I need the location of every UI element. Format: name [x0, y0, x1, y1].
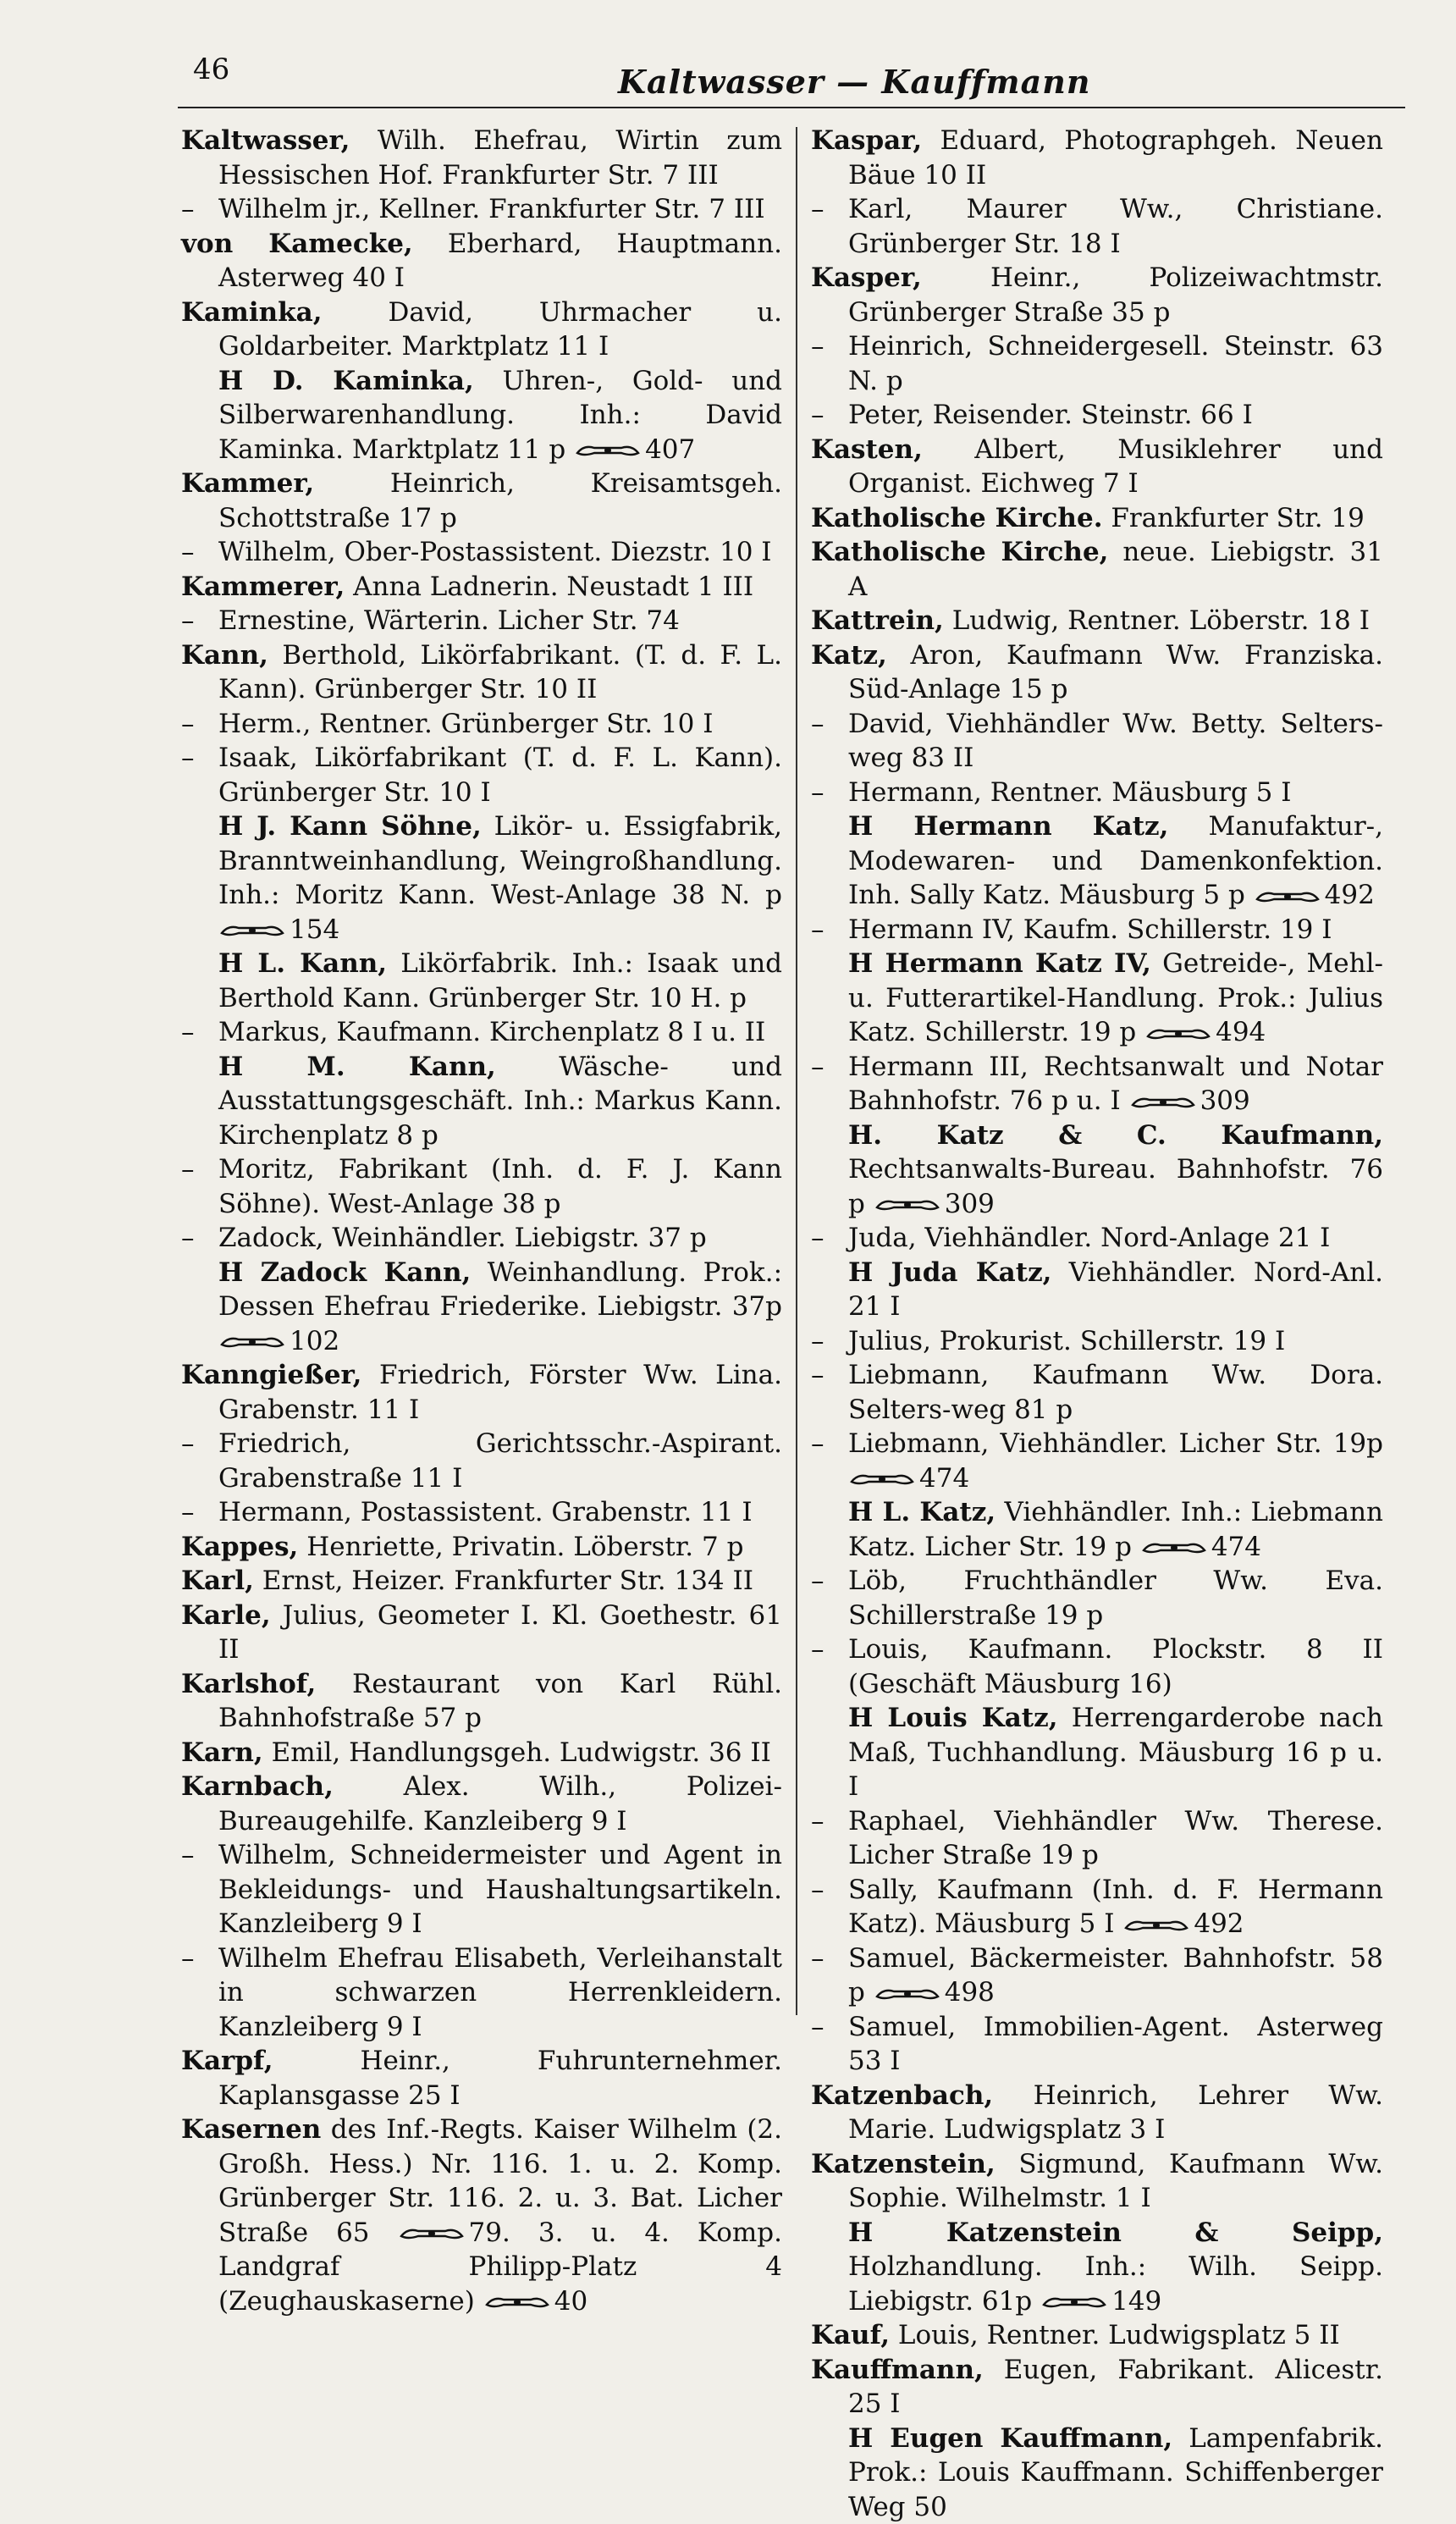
right-column: [811, 124, 1383, 2524]
entry-name: H M. Kann,: [218, 1052, 496, 1082]
entry-text: Rechtsanwalts-Bureau. Bahnhofstr. 76 p: [848, 1154, 1383, 1219]
directory-entry: [181, 1530, 782, 1565]
entry-text: Ernestine, Wärterin. Licher Str. 74: [218, 605, 680, 636]
sub-entry: [811, 913, 1383, 947]
directory-entry: [181, 2044, 782, 2113]
directory-entry: [181, 1667, 782, 1736]
entry-text: Hermann III, Rechtsanwalt und Notar Bahnhofstr. 76 p u. I: [848, 1052, 1383, 1117]
entry-text: Heinr., Fuhrunternehmer. Kaplansgasse 25 I: [218, 2046, 782, 2111]
sub-entry: [181, 604, 782, 638]
entry-name: Kaspar,: [811, 125, 922, 156]
entry-name: Kasper,: [811, 262, 922, 293]
entry-name: Karl,: [181, 1566, 254, 1596]
entry-text: Liebmann, Kaufmann Ww. Dora. Selters-weg 81 p: [848, 1360, 1383, 1425]
sub-entry: [181, 1495, 782, 1530]
firm-entry: [811, 1118, 1383, 1222]
telephone-icon: [576, 443, 640, 458]
entry-text: Aron, Kaufmann Ww. Franziska. Süd-Anlage 15 p: [848, 640, 1383, 705]
directory-entry: [811, 2147, 1383, 2216]
telephone-number: 492: [1325, 880, 1375, 910]
entry-text: Samuel, Immobilien-Agent. Asterweg 53 I: [848, 2012, 1383, 2077]
entry-text: Eberhard, Hauptmann. Asterweg 40 I: [218, 229, 782, 294]
sub-entry: [811, 2010, 1383, 2079]
entry-text: Heinr., Polizeiwachtmstr. Grünberger Straße 35 p: [848, 262, 1383, 328]
entry-name: Kappes,: [181, 1532, 298, 1562]
repeat-dash: –: [811, 776, 848, 810]
repeat-dash: –: [181, 1427, 218, 1461]
repeat-dash: –: [811, 1427, 848, 1461]
firm-entry: [181, 809, 782, 947]
entry-name: H Louis Katz,: [848, 1703, 1058, 1733]
telephone-icon: [1131, 1095, 1195, 1110]
entry-name: Kann,: [181, 640, 268, 671]
entry-name: Kasernen: [181, 2114, 321, 2145]
sub-entry: [181, 1152, 782, 1221]
repeat-dash: –: [811, 192, 848, 227]
sub-entry: [181, 1838, 782, 1941]
entry-text: Getreide-, Mehl- u. Futterartikel-Handlung. Prok.: Julius Katz. Schillerstr. 19 p: [848, 948, 1383, 1047]
entry-text: Ernst, Heizer. Frankfurter Str. 134 II: [262, 1566, 753, 1596]
entry-name: Katzenbach,: [811, 2080, 993, 2111]
repeat-dash: –: [811, 1221, 848, 1256]
sub-entry: [811, 1050, 1383, 1118]
entry-name: Karlshof,: [181, 1669, 316, 1699]
entry-name: H Eugen Kauffmann,: [848, 2423, 1172, 2454]
telephone-number: 40: [554, 2286, 587, 2317]
repeat-dash: –: [181, 604, 218, 638]
firm-entry: [811, 947, 1383, 1050]
entry-text: Uhren-, Gold- und Silberwarenhandlung. Inh.: David Kaminka. Marktplatz 11 p: [218, 366, 782, 465]
entry-name: H L. Kann,: [218, 948, 387, 979]
repeat-dash: –: [181, 707, 218, 742]
entry-text: Markus, Kaufmann. Kirchenplatz 8 I u. II: [218, 1017, 765, 1047]
telephone-icon: [485, 2295, 549, 2310]
entry-name: H Juda Katz,: [848, 1257, 1051, 1288]
entry-name: H Hermann Katz,: [848, 811, 1168, 842]
firm-entry: [181, 1050, 782, 1153]
entry-text: Frankfurter Str. 19: [1111, 503, 1365, 533]
entry-text: Sally, Kaufmann (Inh. d. F. Hermann Katz). Mäusburg 5 I: [848, 1875, 1383, 1940]
entry-text: Heinrich, Schneidergesell. Steinstr. 63 N. p: [848, 331, 1383, 396]
entry-name: Karpf,: [181, 2046, 273, 2076]
telephone-number: 309: [1200, 1085, 1250, 1116]
entry-name: Kammerer,: [181, 572, 345, 602]
firm-entry: [811, 2422, 1383, 2524]
entry-name: Karn,: [181, 1737, 263, 1768]
entry-name: H. Katz & C. Kaufmann,: [848, 1120, 1383, 1151]
entry-text: Liebmann, Viehhändler. Licher Str. 19p: [848, 1428, 1383, 1459]
telephone-icon: [220, 1334, 284, 1350]
repeat-dash: –: [811, 329, 848, 364]
entry-text: Wilh. Ehefrau, Wirtin zum Hessischen Hof. Frankfurter Str. 7 III: [218, 125, 782, 191]
directory-entry: [811, 638, 1383, 707]
entry-text: Viehhändler. Nord-Anl. 21 I: [848, 1257, 1383, 1323]
repeat-dash: –: [811, 1564, 848, 1599]
telephone-icon: [1142, 1540, 1206, 1555]
directory-entry: [181, 467, 782, 535]
repeat-dash: –: [181, 1015, 218, 1050]
entry-text: Eduard, Photographgeh. Neuen Bäue 10 II: [848, 125, 1383, 191]
entry-text: Eugen, Fabrikant. Alicestr. 25 I: [848, 2355, 1383, 2420]
sub-entry: [811, 1358, 1383, 1427]
directory-entry: [181, 295, 782, 364]
directory-entry: [181, 124, 782, 192]
repeat-dash: –: [811, 707, 848, 742]
telephone-number: 79.: [469, 2217, 510, 2248]
directory-entry: [811, 2079, 1383, 2147]
directory-entry: [181, 227, 782, 295]
sub-entry: [181, 192, 782, 227]
entry-text: Ludwig, Rentner. Löberstr. 18 I: [952, 605, 1370, 636]
entry-text: Manufaktur-, Modewaren- und Damenkonfektion. Inh. Sally Katz. Mäusburg 5 p: [848, 811, 1383, 910]
directory-entry: [181, 1736, 782, 1770]
entry-text: Peter, Reisender. Steinstr. 66 I: [848, 400, 1253, 430]
entry-text: Juda, Viehhändler. Nord-Anlage 21 I: [848, 1223, 1330, 1253]
repeat-dash: –: [181, 1838, 218, 1873]
telephone-icon: [1255, 889, 1320, 904]
entry-name: H Zadock Kann,: [218, 1257, 471, 1288]
directory-entry: [811, 261, 1383, 329]
sub-entry: [811, 1324, 1383, 1359]
telephone-icon: [875, 1197, 940, 1212]
directory-entry: [181, 1770, 782, 1838]
sub-entry: [181, 707, 782, 742]
entry-name: H Katzenstein & Seipp,: [848, 2217, 1383, 2248]
entry-text: Louis, Kaufmann. Plockstr. 8 II (Geschäft Mäusburg 16): [848, 1634, 1383, 1699]
entry-text: Hermann, Rentner. Mäusburg 5 I: [848, 777, 1292, 808]
telephone-number: 309: [945, 1189, 995, 1219]
firm-entry: [811, 809, 1383, 913]
entry-text: Henriette, Privatin. Löberstr. 7 p: [306, 1532, 743, 1562]
directory-entry: [181, 1358, 782, 1427]
entry-text: Herrengarderobe nach Maß, Tuchhandlung. Mäusburg 16 p u. I: [848, 1703, 1383, 1802]
directory-entry: [811, 433, 1383, 501]
entry-name: H D. Kaminka,: [218, 366, 474, 396]
repeat-dash: –: [811, 2010, 848, 2045]
sub-entry: [181, 1427, 782, 1495]
entry-name: Katzenstein,: [811, 2149, 995, 2179]
sub-entry: [811, 1873, 1383, 1941]
entry-name: Kattrein,: [811, 605, 944, 636]
entry-text: Raphael, Viehhändler Ww. Therese. Licher Straße 19 p: [848, 1806, 1383, 1871]
telephone-icon: [1042, 2295, 1106, 2310]
sub-entry: [811, 329, 1383, 398]
repeat-dash: –: [811, 1324, 848, 1359]
entry-name: Karle,: [181, 1600, 271, 1631]
repeat-dash: –: [181, 1221, 218, 1256]
repeat-dash: –: [811, 1873, 848, 1908]
telephone-icon: [875, 1986, 940, 2002]
sub-entry: [811, 1941, 1383, 2010]
directory-entry: [811, 501, 1383, 536]
entry-text: Zadock, Weinhändler. Liebigstr. 37 p: [218, 1223, 707, 1253]
entry-text: Wilhelm, Ober-Postassistent. Diezstr. 10 I: [218, 537, 772, 567]
entry-text: Viehhändler. Inh.: Liebmann Katz. Licher Str. 19 p: [848, 1497, 1383, 1562]
entry-name: Katz,: [811, 640, 887, 671]
entry-text: Hermann IV, Kaufm. Schillerstr. 19 I: [848, 914, 1332, 945]
entry-text: Likör- u. Essigfabrik, Branntweinhandlung, Weingroßhandlung. Inh.: Moritz Kann. West-Anlage 38 N. p: [218, 811, 782, 910]
entry-text: Isaak, Likörfabrikant (T. d. F. L. Kann). Grünberger Str. 10 I: [218, 743, 782, 808]
entry-text: Samuel, Bäckermeister. Bahnhofstr. 58 p: [848, 1943, 1383, 2008]
entry-text: Louis, Rentner. Ludwigsplatz 5 II: [898, 2320, 1340, 2350]
directory-entry: [181, 1599, 782, 1667]
sub-entry: [181, 1941, 782, 2045]
entry-text: Karl, Maurer Ww., Christiane. Grünberger Str. 18 I: [848, 194, 1383, 259]
sub-entry: [811, 1427, 1383, 1495]
directory-entry: [811, 604, 1383, 638]
entry-text: neue. Liebigstr. 31 A: [848, 537, 1383, 602]
entry-text: Heinrich, Kreisamtsgeh. Schottstraße 17 p: [218, 468, 782, 533]
entry-text: 3. u. 4. Komp. Landgraf Philipp-Platz 4 (Zeughauskaserne): [218, 2217, 782, 2317]
firm-entry: [181, 947, 782, 1015]
entry-text: Likörfabrik. Inh.: Isaak und Berthold Kann. Grünberger Str. 10 H. p: [218, 948, 782, 1013]
repeat-dash: –: [181, 1495, 218, 1530]
directory-entry: [811, 2318, 1383, 2353]
sub-entry: [811, 1632, 1383, 1701]
entry-name: Kaminka,: [181, 297, 323, 328]
entry-text: Wäsche- und Ausstattungsgeschäft. Inh.: Markus Kann. Kirchenplatz 8 p: [218, 1052, 782, 1151]
sub-entry: [811, 1804, 1383, 1873]
entry-text: Sigmund, Kaufmann Ww. Sophie. Wilhelmstr. 1 I: [848, 2149, 1383, 2214]
telephone-number: 498: [945, 1977, 995, 2008]
firm-entry: [811, 2216, 1383, 2319]
telephone-number: 407: [645, 434, 695, 465]
entry-name: Karnbach,: [181, 1771, 334, 1802]
telephone-number: 102: [290, 1326, 339, 1356]
entry-text: Alex. Wilh., Polizei-Bureaugehilfe. Kanzleiberg 9 I: [218, 1771, 782, 1836]
entry-text: Anna Ladnerin. Neustadt 1 III: [353, 572, 753, 602]
entry-name: H L. Katz,: [848, 1497, 995, 1527]
entry-text: Herm., Rentner. Grünberger Str. 10 I: [218, 709, 713, 739]
firm-entry: [811, 1495, 1383, 1564]
repeat-dash: –: [181, 192, 218, 227]
repeat-dash: –: [811, 1804, 848, 1839]
entry-text: des Inf.-Regts. Kaiser Wilhelm (2. Großh. Hess.) Nr. 116. 1. u. 2. Komp. Grünberger Str. 116. 2. u. 3. Bat. Licher Straße 65: [218, 2114, 782, 2248]
running-head: Kaltwasser — Kauffmann: [618, 63, 1090, 101]
sub-entry: [181, 535, 782, 570]
repeat-dash: –: [811, 913, 848, 947]
firm-entry: [181, 1256, 782, 1359]
entry-text: Restaurant von Karl Rühl. Bahnhofstraße 57 p: [218, 1669, 782, 1734]
entry-name: Katholische Kirche,: [811, 537, 1108, 567]
entry-name: Katholische Kirche.: [811, 503, 1102, 533]
telephone-icon: [1124, 1918, 1189, 1933]
sub-entry: [811, 1221, 1383, 1256]
entry-text: Emil, Handlungsgeh. Ludwigstr. 36 II: [272, 1737, 771, 1768]
sub-entry: [811, 707, 1383, 776]
page-number: 46: [193, 52, 229, 86]
entry-text: Julius, Geometer I. Kl. Goethestr. 61 II: [218, 1600, 782, 1665]
entry-text: Heinrich, Lehrer Ww. Marie. Ludwigsplatz 3 I: [848, 2080, 1383, 2146]
entry-text: Julius, Prokurist. Schillerstr. 19 I: [848, 1326, 1285, 1356]
sub-entry: [181, 1015, 782, 1050]
telephone-number: 154: [290, 914, 339, 945]
left-column: [181, 124, 782, 2318]
entry-name: Kauffmann,: [811, 2355, 984, 2385]
repeat-dash: –: [181, 535, 218, 570]
directory-entry: [181, 570, 782, 605]
repeat-dash: –: [181, 741, 218, 776]
sub-entry: [811, 1564, 1383, 1632]
firm-entry: [181, 364, 782, 467]
entry-text: Friedrich, Förster Ww. Lina. Grabenstr. 11 I: [218, 1360, 782, 1425]
entry-text: Berthold, Likörfabrikant. (T. d. F. L. Kann). Grünberger Str. 10 II: [218, 640, 782, 705]
entry-name: Kauf,: [811, 2320, 890, 2350]
sub-entry: [181, 1221, 782, 1256]
firm-entry: [811, 1256, 1383, 1324]
directory-entry: [811, 2353, 1383, 2422]
directory-entry: [181, 638, 782, 707]
directory-entry: [811, 535, 1383, 604]
entry-text: David, Uhrmacher u. Goldarbeiter. Marktplatz 11 I: [218, 297, 782, 362]
entry-text: Weinhandlung. Prok.: Dessen Ehefrau Friederike. Liebigstr. 37p: [218, 1257, 782, 1323]
entry-text: Hermann, Postassistent. Grabenstr. 11 I: [218, 1497, 753, 1527]
entry-text: Lampenfabrik. Prok.: Louis Kauffmann. Schiffenberger Weg 50: [848, 2423, 1383, 2522]
directory-entry: [181, 1564, 782, 1599]
telephone-number: 474: [1211, 1532, 1261, 1562]
directory-entry: [811, 124, 1383, 192]
sub-entry: [181, 741, 782, 809]
repeat-dash: –: [811, 1632, 848, 1667]
sub-entry: [811, 398, 1383, 433]
telephone-icon: [220, 923, 284, 938]
telephone-icon: [1146, 1026, 1211, 1041]
entry-text: Wilhelm, Schneidermeister und Agent in Bekleidungs- und Haushaltungsartikeln. Kanzleiberg 9 I: [218, 1840, 782, 1939]
entry-text: Holzhandlung. Inh.: Wilh. Seipp. Liebigstr. 61p: [848, 2251, 1383, 2317]
telephone-number: 474: [919, 1463, 969, 1494]
repeat-dash: –: [811, 1050, 848, 1085]
column-divider: [796, 127, 797, 2015]
entry-name: H Hermann Katz IV,: [848, 948, 1151, 979]
entry-text: Friedrich, Gerichtsschr.-Aspirant. Grabenstraße 11 I: [218, 1428, 782, 1494]
telephone-icon: [400, 2226, 464, 2241]
entry-name: Kanngießer,: [181, 1360, 361, 1390]
repeat-dash: –: [811, 1358, 848, 1393]
sub-entry: [811, 192, 1383, 261]
entry-text: David, Viehhändler Ww. Betty. Selters-weg 83 II: [848, 709, 1383, 774]
telephone-number: 492: [1194, 1908, 1244, 1939]
entry-name: Kaltwasser,: [181, 125, 350, 156]
entry-text: Wilhelm jr., Kellner. Frankfurter Str. 7 III: [218, 194, 765, 224]
sub-entry: [811, 776, 1383, 810]
entry-name: von Kamecke,: [181, 229, 413, 259]
repeat-dash: –: [181, 1152, 218, 1187]
entry-name: Kasten,: [811, 434, 923, 465]
directory-entry: [181, 2113, 782, 2318]
telephone-number: 149: [1111, 2286, 1161, 2317]
entry-name: Kammer,: [181, 468, 314, 499]
entry-text: Wilhelm Ehefrau Elisabeth, Verleihanstalt in schwarzen Herrenkleidern. Kanzleiberg 9 I: [218, 1943, 782, 2042]
entry-text: Löb, Fruchthändler Ww. Eva. Schillerstraße 19 p: [848, 1566, 1383, 1631]
telephone-icon: [850, 1472, 914, 1487]
repeat-dash: –: [181, 1941, 218, 1976]
repeat-dash: –: [811, 1941, 848, 1976]
repeat-dash: –: [811, 398, 848, 433]
entry-text: Moritz, Fabrikant (Inh. d. F. J. Kann Söhne). West-Anlage 38 p: [218, 1154, 782, 1219]
firm-entry: [811, 1701, 1383, 1804]
telephone-number: 494: [1216, 1017, 1266, 1047]
entry-name: H J. Kann Söhne,: [218, 811, 482, 842]
entry-text: Albert, Musiklehrer und Organist. Eichweg 7 I: [848, 434, 1383, 500]
header-rule: [178, 107, 1405, 108]
